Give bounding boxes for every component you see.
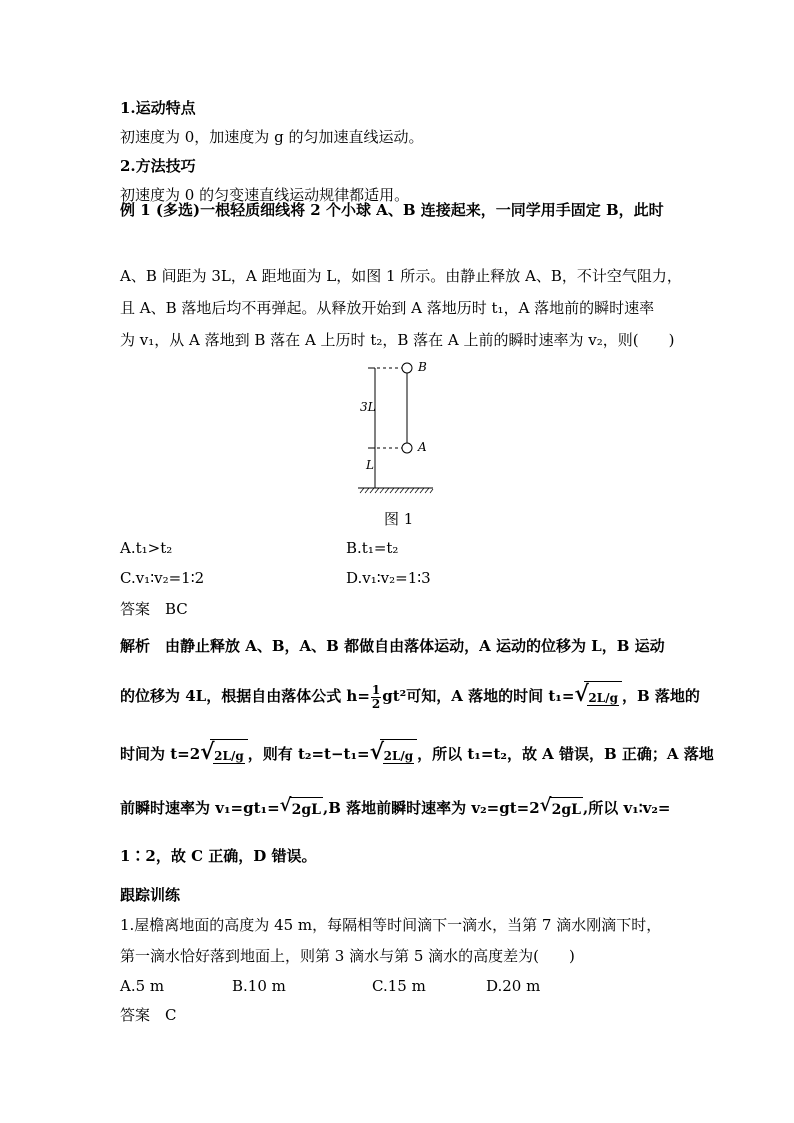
practice-q1-line-1: 1.屋檐离地面的高度为 45 m，每隔相等时间滴下一滴水，当第 7 滴水刚滴下时， <box>120 916 662 934</box>
section-2-body: 初速度为 0 的匀变速直线运动规律都适用。 <box>120 186 410 204</box>
analysis-line-2-a: 的位移为 4L，根据自由落体公式 h= <box>120 687 370 705</box>
figure-1-diagram <box>355 360 445 495</box>
practice-title: 跟踪训练 <box>120 886 181 904</box>
radical-sign: √ <box>539 794 552 816</box>
sqrt-2l-over-g-3 <box>370 739 418 772</box>
option-c: C.v₁∶v₂=1∶2 <box>120 569 205 587</box>
example-line-2: A、B 间距为 3L，A 距地面为 L，如图 1 所示。由静止释放 A、B，不计空气阻力， <box>120 267 682 285</box>
radical-sign: √ <box>574 680 589 707</box>
fraction-one-half <box>371 684 381 711</box>
analysis-line-3 <box>120 738 714 772</box>
option-b: B.t₁=t₂ <box>346 539 399 557</box>
sqrt-2gl-2 <box>539 794 583 822</box>
ball-a <box>402 443 412 453</box>
ball-b <box>402 363 412 373</box>
section-1-body: 初速度为 0，加速度为 g 的匀加速直线运动。 <box>120 128 424 146</box>
analysis-line-2 <box>120 680 700 714</box>
fraction-numerator: 1 <box>371 682 381 697</box>
analysis-line-3-c: ，所以 t₁=t₂，故 A 错误，B 正确；A 落地 <box>417 745 714 763</box>
analysis-line-4-c: ,所以 v₁∶v₂= <box>583 799 671 817</box>
sqrt-2gl-text: 2gL <box>550 797 583 822</box>
radical-sign: √ <box>200 738 215 765</box>
figure-caption: 图 1 <box>384 510 414 528</box>
figure-label-3l: 3L <box>360 400 376 414</box>
section-1-title: 1.运动特点 <box>120 99 196 117</box>
sqrt-fraction-text: 2L/g <box>588 690 618 705</box>
example-line-4: 为 v₁，从 A 落地到 B 落在 A 上历时 t₂，B 落在 A 上前的瞬时速率为 v₂，则( ) <box>120 331 675 349</box>
analysis-line-1: 解析 由静止释放 A、B，A、B 都做自由落体运动，A 运动的位移为 L，B 运动 <box>120 637 665 655</box>
analysis-line-2-c: ，B 落地的 <box>621 687 700 705</box>
analysis-line-2-b: gt²可知，A 落地的时间 t₁= <box>382 687 575 705</box>
sqrt-fraction-text: 2L/g <box>383 748 414 763</box>
radical-sign: √ <box>279 794 292 816</box>
practice-option-b: B.10 m <box>232 977 286 995</box>
figure-label-a: A <box>418 440 427 454</box>
radical-sign: √ <box>369 738 385 765</box>
practice-answer: 答案 C <box>120 1006 177 1024</box>
analysis-line-4-b: ,B 落地前瞬时速率为 v₂=gt=2 <box>323 799 540 817</box>
analysis-line-4 <box>120 796 671 822</box>
practice-option-d: D.20 m <box>486 977 541 995</box>
sqrt-2gl <box>279 794 323 822</box>
section-2-title: 2.方法技巧 <box>120 157 196 175</box>
option-d: D.v₁∶v₂=1∶3 <box>346 569 431 587</box>
figure-label-b: B <box>418 360 427 374</box>
fraction-denominator: 2 <box>371 696 381 711</box>
example-line-1 <box>120 200 664 220</box>
ground-hatching <box>360 488 433 493</box>
figure-label-l: L <box>366 458 374 472</box>
sqrt-fraction <box>587 692 619 706</box>
sqrt-fraction-text: 2L/g <box>214 748 244 763</box>
example-answer: 答案 BC <box>120 600 188 618</box>
example-line-3: 且 A、B 落地后均不再弹起。从释放开始到 A 落地历时 t₁，A 落地前的瞬时速率 <box>120 299 655 317</box>
sqrt-2l-over-g-2 <box>200 739 248 772</box>
analysis-line-5: 1∶2，故 C 正确，D 错误。 <box>120 847 317 865</box>
sqrt-2gl-text: 2gL <box>290 797 323 822</box>
analysis-line-4-a: 前瞬时速率为 v₁=gt₁= <box>120 799 280 817</box>
practice-option-c: C.15 m <box>372 977 426 995</box>
option-a: A.t₁>t₂ <box>120 539 173 557</box>
practice-option-a: A.5 m <box>120 977 165 995</box>
analysis-line-3-a: 时间为 t=2 <box>120 745 201 763</box>
analysis-line-3-b: ，则有 t₂=t−t₁= <box>247 745 370 763</box>
sqrt-2l-over-g <box>574 681 622 714</box>
example-text: 例 1 (多选)一根轻质细线将 2 个小球 A、B 连接起来，一同学用手固定 B，此时 <box>120 201 664 219</box>
practice-q1-line-2: 第一滴水恰好落到地面上，则第 3 滴水与第 5 滴水的高度差为( ) <box>120 947 575 965</box>
